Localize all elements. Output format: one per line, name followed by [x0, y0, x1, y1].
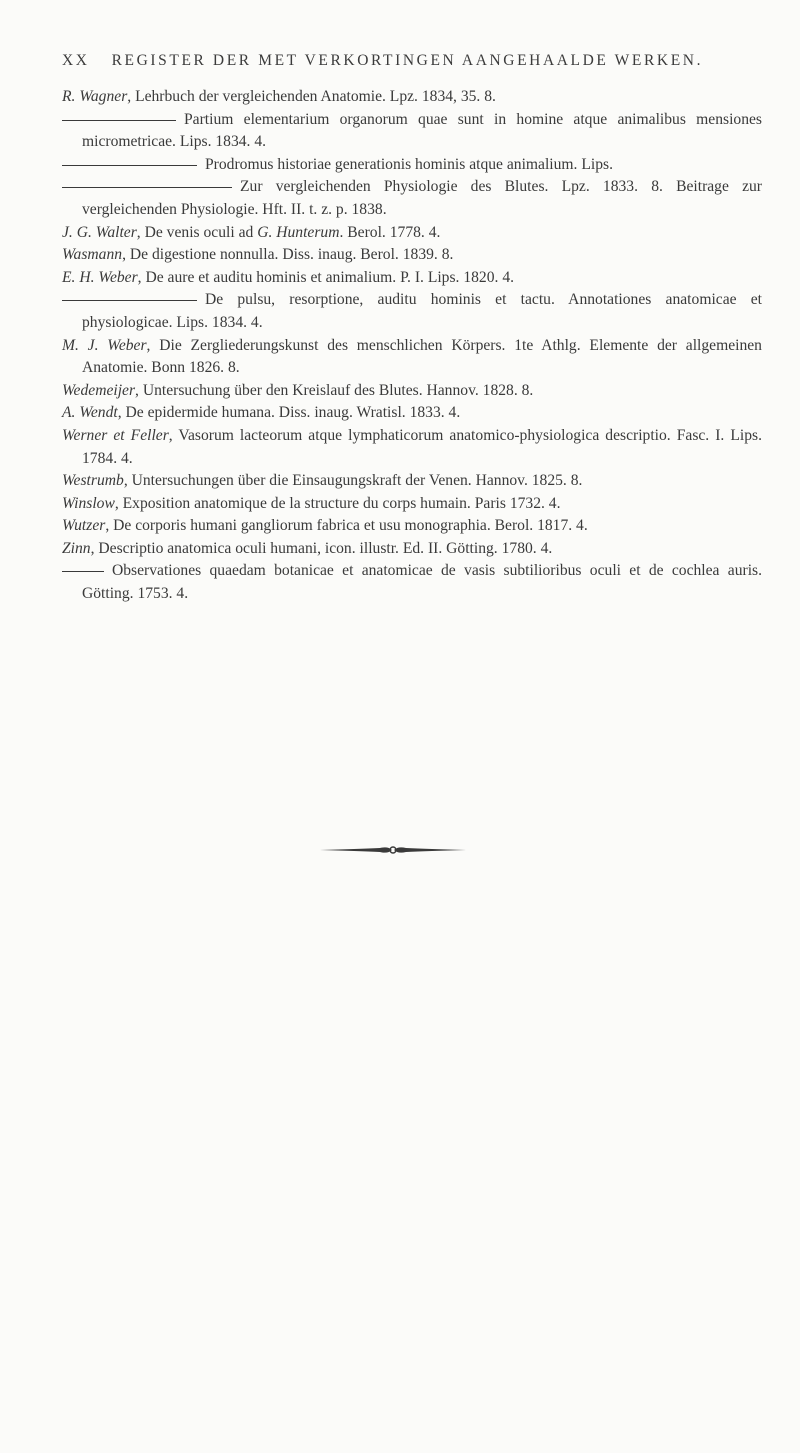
entry-author: J. G. Walter — [62, 223, 137, 241]
bibliography-entry — [62, 244, 762, 267]
end-ornament-icon — [318, 844, 468, 856]
entry-author: E. H. Weber — [62, 268, 138, 286]
entry-text: , Descriptio anatomica oculi humani, icon. illustr. Ed. II. Götting. 1780. 4. — [90, 539, 553, 557]
entry-text: , Die Zergliederungskunst des menschlichen Körpers. 1te Athlg. Elemente der allgemeinen Anatomie. Bonn 1826. 8. — [82, 336, 762, 377]
entry-author: R. Wagner — [62, 88, 128, 105]
ditto-dash — [62, 165, 197, 166]
running-title: REGISTER DER MET VERKORTINGEN AANGEHAALDE WERKEN. — [111, 52, 704, 69]
entry-text: , Lehrbuch der vergleichenden Anatomie. Lpz. 1834, 35. 8. — [127, 88, 496, 105]
entry-text: Zur vergleichenden Physiologie des Blutes. Lpz. 1833. 8. Beitrage zur vergleichenden Physiologie. Hft. II. t. z. p. 1838. — [82, 178, 762, 218]
entry-text-continued: . Berol. 1778. 4. — [339, 223, 441, 241]
entry-text: Observationes quaedam botanicae et anatomicae de vasis subtilioribus oculi et de cochlea auris. Götting. 1753. 4. — [82, 562, 762, 603]
bibliography-entry — [62, 109, 762, 154]
bibliography-entry — [62, 86, 762, 109]
bibliography-entry — [62, 560, 762, 605]
bibliography-entry — [62, 154, 762, 177]
bibliography-entry — [62, 222, 762, 245]
ditto-dash — [62, 187, 232, 188]
entry-author: Zinn — [62, 539, 91, 557]
bibliography-entry — [62, 380, 762, 403]
entry-text: , Untersuchungen über die Einsaugungskraft der Venen. Hannov. 1825. 8. — [123, 472, 583, 490]
entry-text: , Untersuchung über den Kreislauf des Blutes. Hannov. 1828. 8. — [135, 381, 534, 399]
entry-text: , De digestione nonnulla. Diss. inaug. Berol. 1839. 8. — [122, 246, 454, 264]
entry-text: , De epidermide humana. Diss. inaug. Wratisl. 1833. 4. — [117, 404, 461, 422]
entry-text: Prodromus historiae generationis hominis atque animalium. Lips. — [205, 155, 613, 173]
bibliography-entry — [62, 402, 762, 425]
ditto-dash — [62, 300, 197, 301]
entry-author: Wutzer — [62, 517, 106, 535]
bibliography-list — [62, 86, 762, 606]
bibliography-entry — [62, 425, 762, 470]
entry-text: De pulsu, resorptione, auditu hominis et tactu. Annotationes anatomicae et physiologicae. Lips. 1834. 4. — [82, 291, 762, 331]
page-number: XX — [62, 52, 90, 69]
entry-text: , De venis oculi ad — [136, 223, 258, 241]
entry-text: , Vasorum lacteorum atque lymphaticorum anatomico-physiologica descriptio. Fasc. I. Lips. 1784. 4. — [82, 426, 762, 467]
bibliography-entry — [62, 515, 762, 538]
entry-text: Partium elementarium organorum quae sunt in homine atque animalibus mensiones micrometricae. Lips. 1834. 4. — [82, 110, 762, 151]
entry-author: Werner et Feller — [62, 426, 169, 444]
entry-author: Winslow — [62, 494, 115, 512]
entry-author: Westrumb — [62, 472, 124, 490]
entry-author: A. Wendt — [62, 404, 118, 422]
bibliography-entry — [62, 267, 762, 290]
bibliography-entry — [62, 493, 762, 516]
running-head — [62, 52, 752, 70]
bibliography-entry — [62, 538, 762, 561]
bibliography-entry — [62, 470, 762, 493]
entry-author: Wasmann — [62, 246, 123, 264]
entry-author: M. J. Weber — [62, 336, 147, 354]
entry-author: Wedemeijer — [62, 381, 136, 399]
bibliography-entry — [62, 176, 762, 221]
entry-cited-author: G. Hunterum — [257, 223, 340, 241]
bibliography-entry — [62, 335, 762, 380]
entry-text: , De aure et auditu hominis et animalium. P. I. Lips. 1820. 4. — [137, 268, 515, 286]
ditto-dash — [62, 571, 104, 572]
entry-text: , De corporis humani gangliorum fabrica et usu monographia. Berol. 1817. 4. — [105, 517, 588, 535]
entry-text: , Exposition anatomique de la structure du corps humain. Paris 1732. 4. — [114, 494, 561, 512]
ditto-dash — [62, 120, 176, 121]
bibliography-entry — [62, 289, 762, 334]
